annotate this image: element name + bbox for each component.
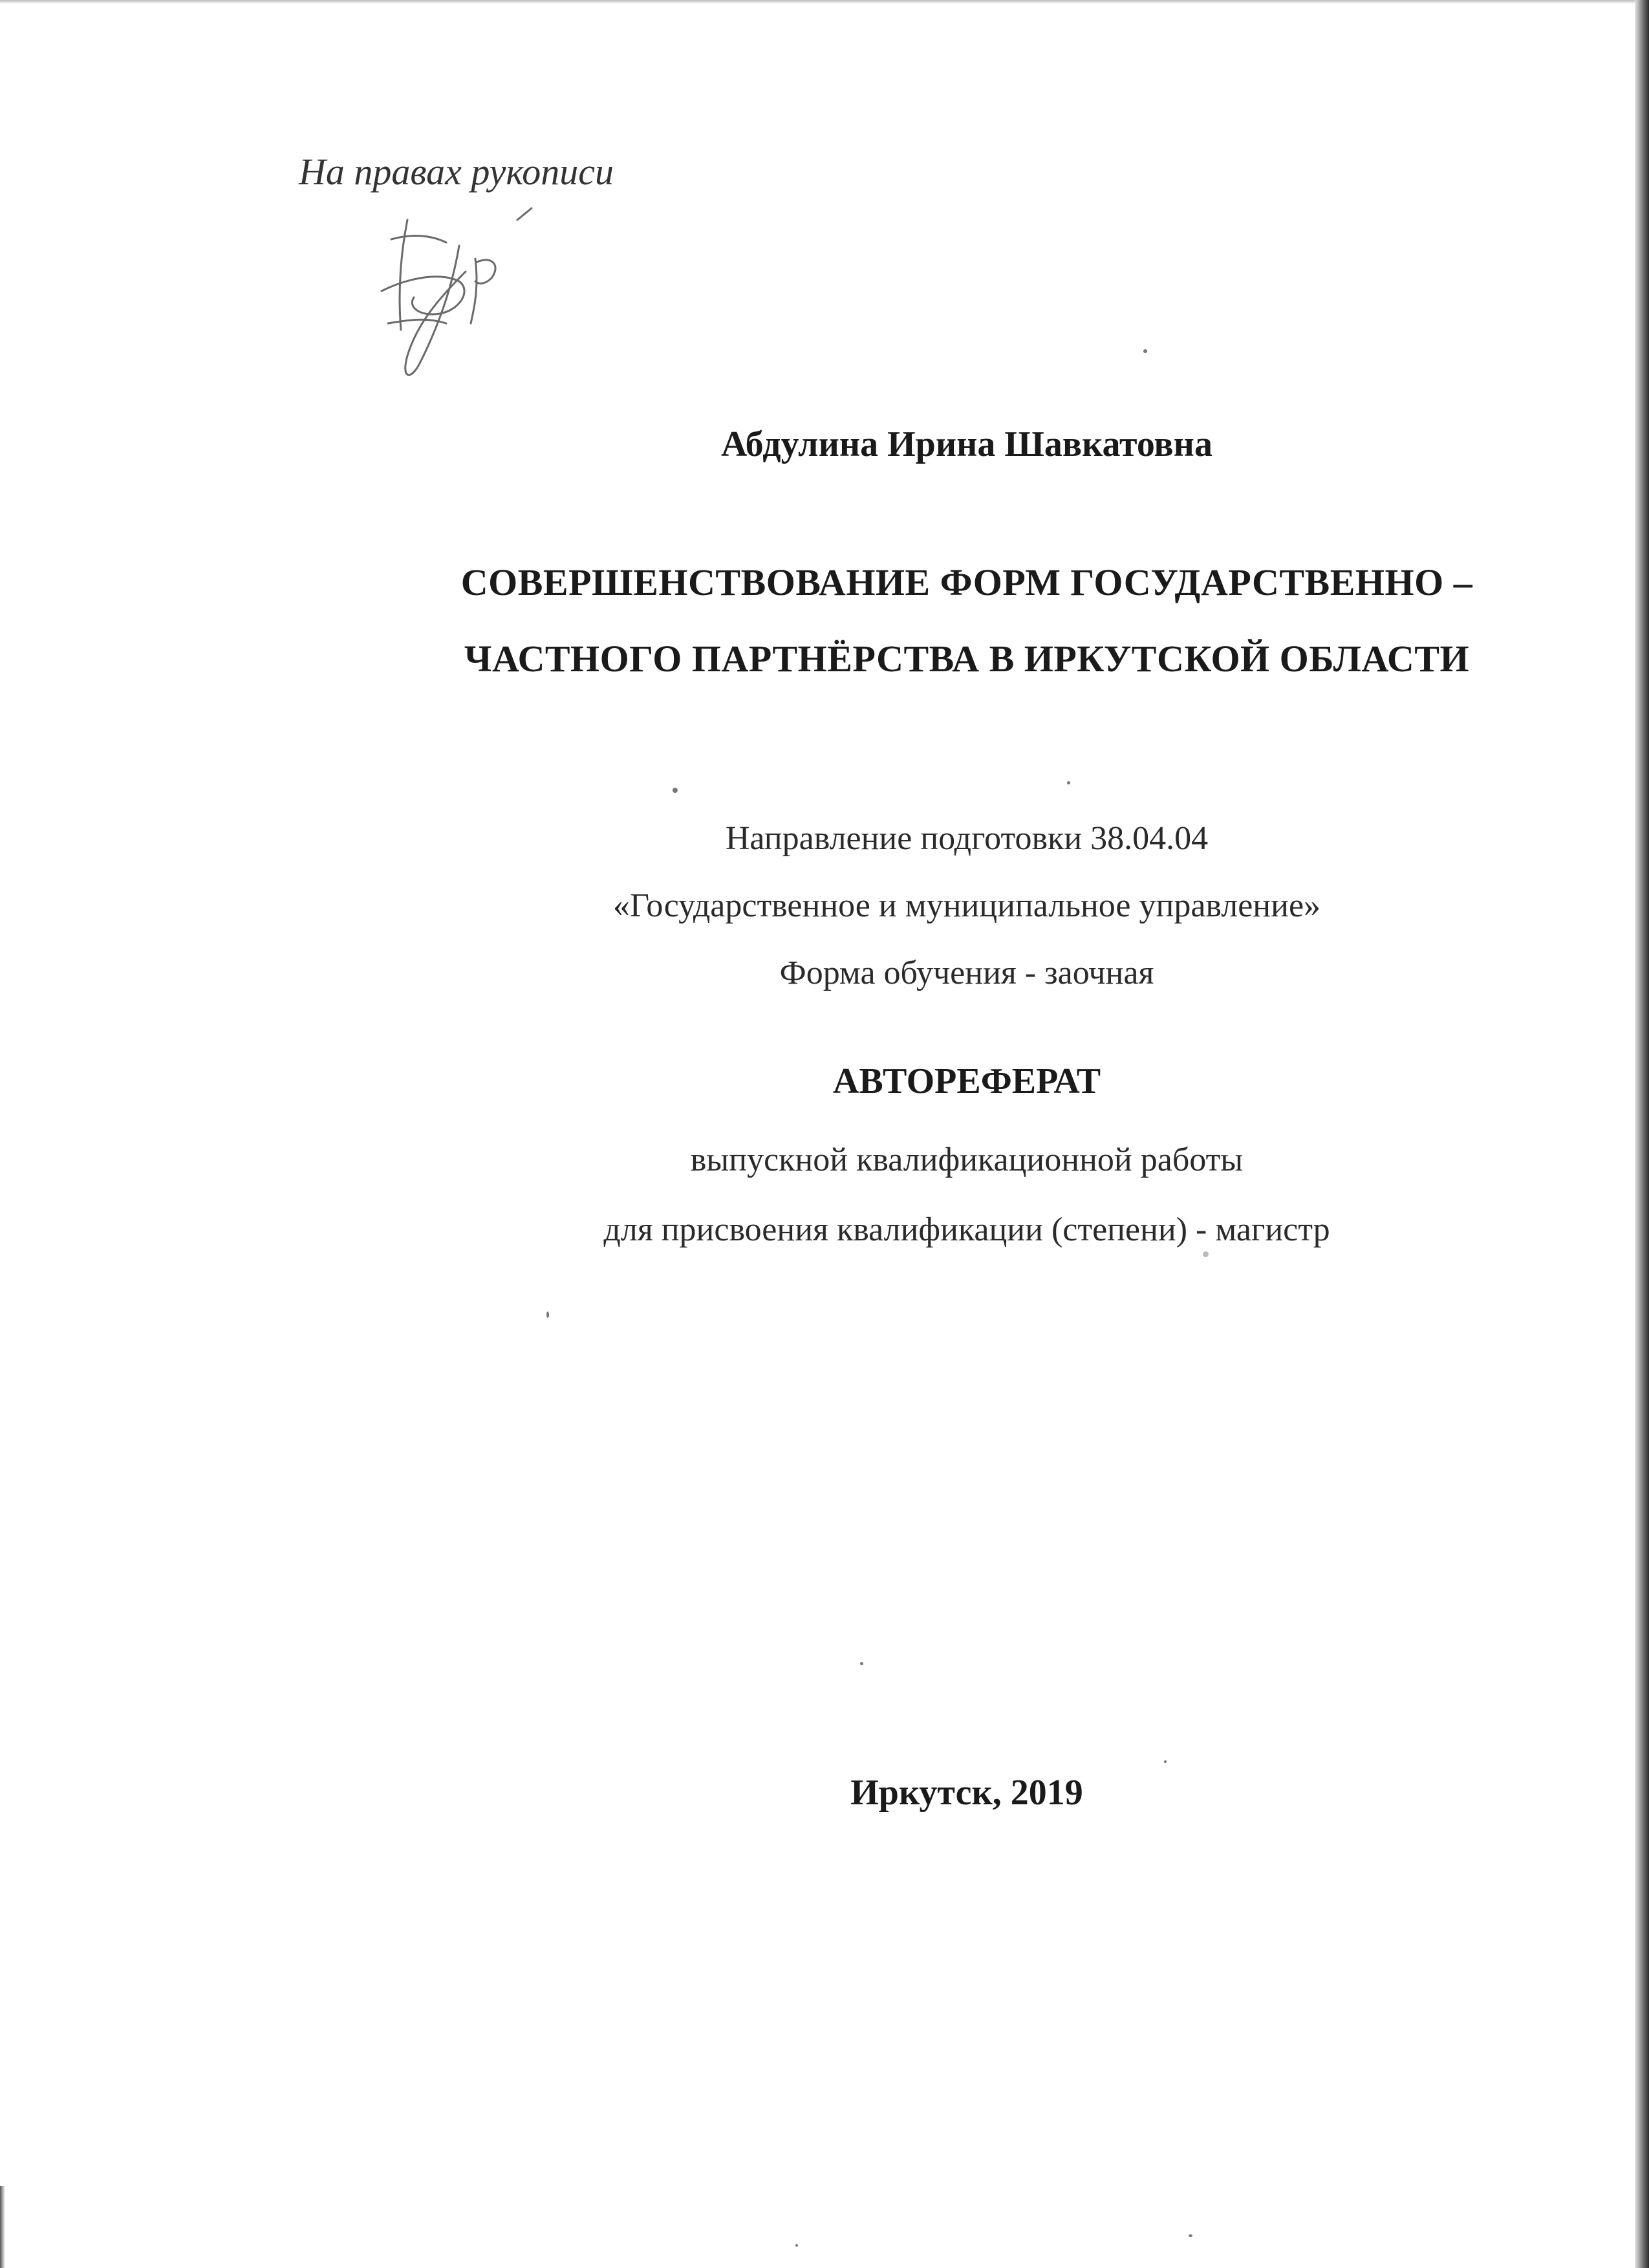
abstract-heading: АВТОРЕФЕРАТ — [832, 1061, 1101, 1101]
scan-speck — [1143, 349, 1147, 353]
scan-speck — [860, 1662, 863, 1665]
direction-name: «Государственное и муниципальное управление» — [612, 887, 1321, 924]
scan-speck — [1164, 1760, 1167, 1763]
scan-speck — [795, 2244, 798, 2247]
scan-speck — [546, 1312, 549, 1318]
author-name: Абдулина Ирина Шавкатовна — [721, 424, 1212, 464]
thesis-title-line-2: ЧАСТНОГО ПАРТНЁРСТВА В ИРКУТСКОЙ ОБЛАСТИ — [464, 638, 1470, 680]
thesis-title — [362, 545, 1571, 697]
study-form: Форма обучения - заочная — [779, 955, 1154, 991]
abstract-line-1: выпускной квалификационной работы — [690, 1141, 1244, 1178]
scan-speck — [1203, 1251, 1209, 1257]
scan-edge-left — [0, 2186, 5, 2268]
abstract-line-2: для присвоения квалификации (степени) - магистр — [603, 1211, 1330, 1248]
manuscript-note: На правах рукописи — [299, 151, 614, 193]
scan-speck — [1189, 2234, 1192, 2237]
handwritten-signature — [362, 194, 556, 401]
scan-speck — [1067, 781, 1070, 784]
study-direction — [362, 805, 1571, 1007]
thesis-title-line-1: СОВЕРШЕНСТВОВАНИЕ ФОРМ ГОСУДАРСТВЕННО – — [460, 561, 1473, 603]
direction-code: Направление подготовки 38.04.04 — [725, 820, 1209, 857]
abstract-description — [362, 1125, 1571, 1265]
scan-edge-right — [1635, 0, 1649, 2268]
city-year: Иркутск, 2019 — [850, 1773, 1083, 1813]
scan-speck — [673, 788, 678, 793]
scan-edge-top — [0, 0, 1649, 4]
